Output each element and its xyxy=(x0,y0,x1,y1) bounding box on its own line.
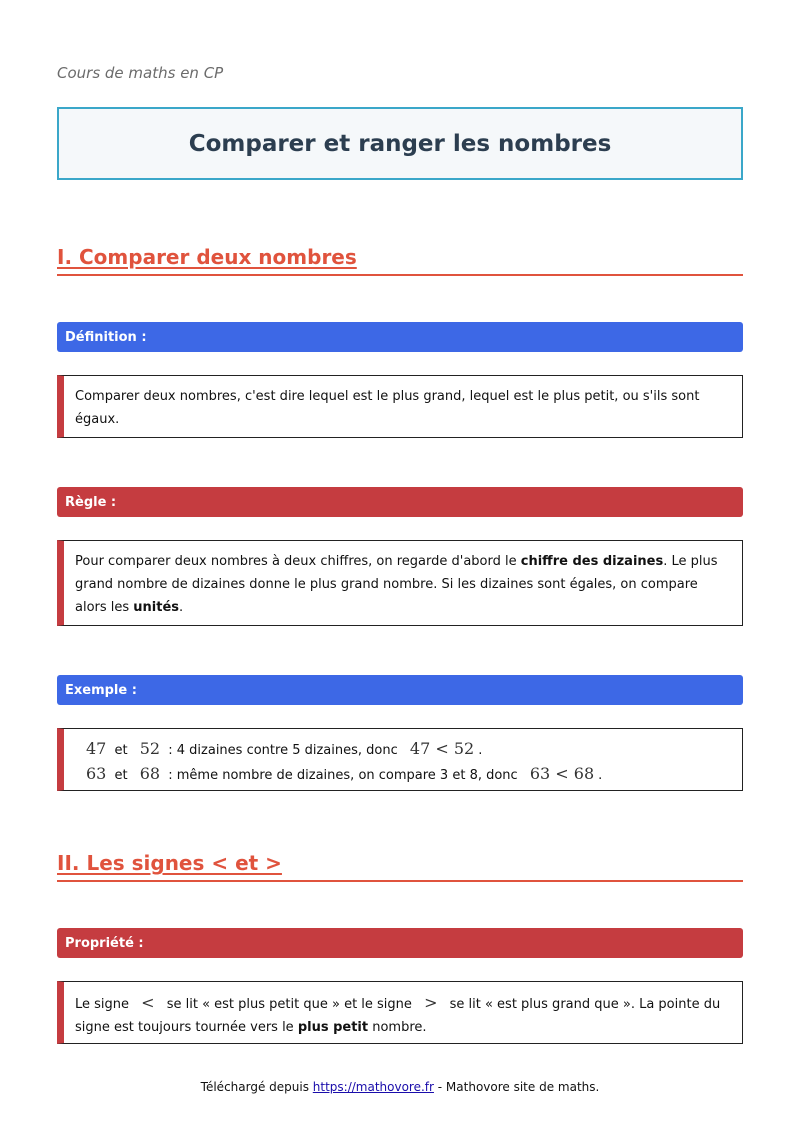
definition-box xyxy=(57,375,743,438)
example-box xyxy=(57,728,743,791)
example-end: . xyxy=(598,768,603,783)
less-than-sign: < xyxy=(141,993,155,1012)
definition-text: Comparer deux nombres, c'est dire lequel est le plus grand, lequel est le plus petit, ou s'ils sont égaux. xyxy=(75,389,700,427)
greater-than-sign: > xyxy=(424,993,438,1012)
section-1-divider xyxy=(57,274,743,276)
rule-text-2: . Le plus grand nombre de dizaines donne le plus grand nombre. Si les dizaines sont égales, on compare alors les xyxy=(75,554,718,615)
rule-box xyxy=(57,540,743,626)
property-text-1: Le signe xyxy=(75,997,130,1012)
et-word: et xyxy=(114,768,128,783)
number-a: 63 xyxy=(86,764,107,783)
page-title: Comparer et ranger les nombres xyxy=(188,130,612,157)
et-word: et xyxy=(114,743,128,758)
example-line-1 xyxy=(82,737,730,762)
section-2-divider xyxy=(57,880,743,882)
rule-header: Règle : xyxy=(57,487,743,517)
rule-text-1: Pour comparer deux nombres à deux chiffres, on regarde d'abord le xyxy=(75,554,521,569)
section-1-title: I. Comparer deux nombres xyxy=(57,245,357,269)
property-bold: plus petit xyxy=(297,1020,369,1035)
property-text-2: se lit « est plus petit que » et le signe xyxy=(166,997,412,1012)
number-a: 47 xyxy=(86,739,107,758)
definition-header: Définition : xyxy=(57,322,743,352)
footer xyxy=(0,1080,800,1094)
property-text-3: se lit « est plus grand que ». La pointe du signe est toujours tournée vers le xyxy=(75,997,721,1035)
footer-prefix: Téléchargé depuis xyxy=(200,1080,313,1094)
course-subtitle: Cours de maths en CP xyxy=(57,64,224,82)
example-header: Exemple : xyxy=(57,675,743,705)
rule-text-3: . xyxy=(179,600,184,615)
section-2-title: II. Les signes < et > xyxy=(57,851,282,875)
footer-link[interactable]: https://mathovore.fr xyxy=(312,1080,434,1094)
number-b: 52 xyxy=(139,739,161,758)
title-box xyxy=(57,107,743,180)
example-line-2 xyxy=(82,762,730,787)
number-b: 68 xyxy=(139,764,161,783)
example-explanation: : même nombre de dizaines, on compare 3 et 8, donc xyxy=(168,768,518,783)
example-result: 47 < 52 xyxy=(409,739,475,758)
example-result: 63 < 68 xyxy=(529,764,595,783)
property-box xyxy=(57,981,743,1044)
example-end: . xyxy=(478,743,483,758)
rule-bold-units: unités xyxy=(133,600,180,615)
example-explanation: : 4 dizaines contre 5 dizaines, donc xyxy=(168,743,398,758)
rule-bold-tens: chiffre des dizaines xyxy=(520,554,664,569)
property-header: Propriété : xyxy=(57,928,743,958)
footer-suffix: - Mathovore site de maths. xyxy=(433,1080,600,1094)
property-text-4: nombre. xyxy=(368,1020,427,1035)
